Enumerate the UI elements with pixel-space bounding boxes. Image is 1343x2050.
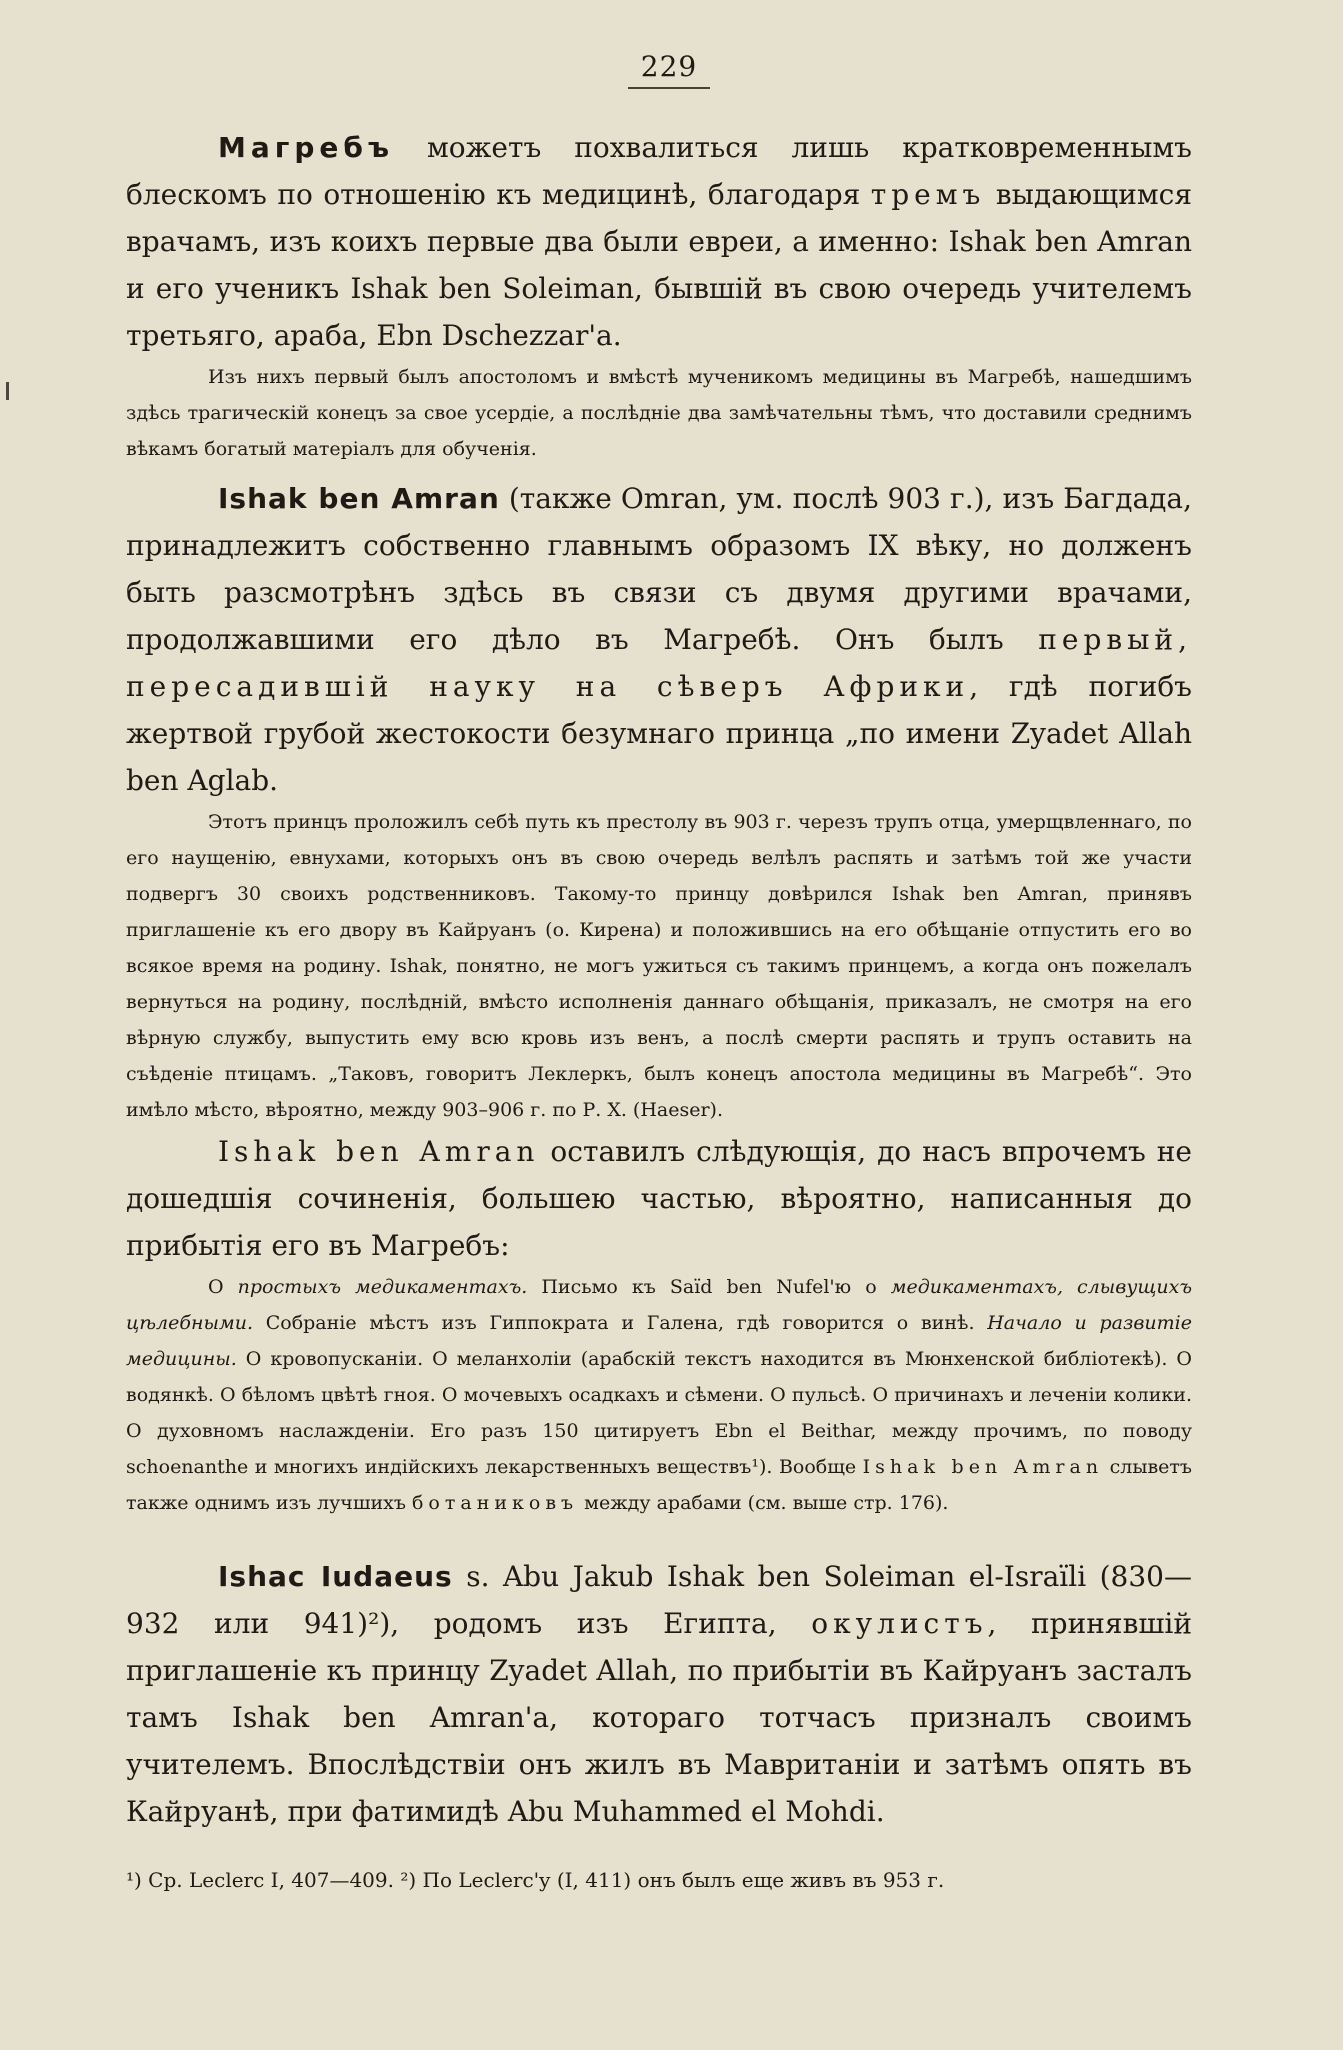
work-title: Начало и развитіе медицины. [126,1312,1192,1370]
works-list [126,1269,1192,1521]
spaced-emphasis: тремъ [870,178,986,211]
spaced-emphasis: окулистъ [811,1607,988,1640]
paragraph-lead: Магребъ [218,131,395,164]
works-text: О [208,1276,238,1298]
paragraph-lead: Ishac Iudaeus [218,1560,453,1593]
page-content [126,124,1192,1897]
paragraph-maghreb [126,124,1192,359]
page-number: 229 [628,50,710,89]
works-text: Письмо къ Saïd ben Nufel'ю о [527,1276,891,1298]
paragraph-tail: выдающимся врачамъ, изъ коихъ первые два были евреи, а именно: Ishak ben Amran и его ученикъ Ishak ben Soleiman, бывшій въ свою очередь учителемъ третьяго, араба, Ebn Dschezzar'a. [126,178,1192,352]
note-paragraph: Изъ нихъ первый былъ апостоломъ и вмѣстѣ мученикомъ медицины въ Магребѣ, нашедшимъ здѣсь трагическій конецъ за свое усердіе, а послѣдніе два замѣчательны тѣмъ, что доставили среднимъ вѣкамъ богатый матеріалъ для обученія. [126,366,1192,460]
paragraph-lead: Ishak ben Amran [218,482,500,515]
paragraph-tail: , гдѣ погибъ жертвой грубой жестокости безумнаго принца „по имени Zyadet Allah ben Aglab. [126,670,1192,797]
paragraph-lead: Ishak ben Amran [218,1135,540,1168]
spaced-emphasis: ботаниковъ [411,1492,579,1514]
works-text: слыветъ также однимъ изъ лучшихъ [126,1456,1192,1514]
footnotes: ¹) Ср. Leclerc I, 407—409. ²) По Leclerc'y (I, 411) онъ былъ еще живъ въ 953 г. [126,1868,945,1892]
paragraph-ishak-amran [126,475,1192,804]
spaced-name: Ishak ben Amran [862,1456,1104,1478]
works-text: между арабами (см. выше стр. 176). [578,1492,949,1514]
paragraph-ishac-iudaeus [126,1553,1192,1835]
works-text: Собраніе мѣстъ изъ Гиппократа и Галена, гдѣ говорится о винѣ. [252,1312,988,1334]
work-title: простыхъ медикаментахъ. [237,1276,528,1298]
spacer [126,467,1192,475]
works-text: О кровопусканіи. О меланхоліи (арабскій текстъ находится въ Мюнхенской библіотекѣ). О водянкѣ. О бѣломъ цвѣтѣ гноя. О мочевыхъ осадкахъ и сѣмени. О пульсѣ. О причинахъ и леченіи колики. О духовномъ наслажденіи. Его разъ 150 цитируетъ Ebn el Beithar, между прочимъ, по поводу schoenanthe и многихъ индійскихъ лекарственныхъ веществъ¹). Вообще [126,1348,1192,1478]
paragraph-body: (также Omran, ум. послѣ 903 г.), изъ Багдада, принадлежитъ собственно главнымъ образомъ IX вѣку, но долженъ быть разсмотрѣнъ здѣсь въ связи съ двумя другими врачами, продолжавшими его дѣло въ Магребѣ. Онъ былъ [126,482,1192,656]
paragraph-body: оставилъ слѣдующія, до насъ впрочемъ не дошедшія сочиненія, большею частью, вѣроятно, написанныя до прибытія его въ Магребъ: [126,1135,1192,1262]
spaced-emphasis: первый, пересадившій науку на сѣверъ Африки [126,623,1192,703]
paragraph-works-intro [126,1128,1192,1269]
work-title: медикаментахъ, слывущихъ цѣлебными. [126,1276,1192,1334]
margin-mark [6,382,9,400]
paragraph-body: s. Abu Jakub Ishak ben Soleiman el-Israïli (830—932 или 941)²), родомъ изъ Египта, [126,1560,1192,1640]
paragraph-tail: , принявшій приглашеніе къ принцу Zyadet Allah, по прибытіи въ Кайруанъ засталъ тамъ Ishak ben Amran'a, котораго тотчасъ призналъ своимъ учителемъ. Впослѣдствіи онъ жилъ въ Мавританіи и затѣмъ опять въ Кайруанѣ, при фатимидѣ Abu Muhammed el Mohdi. [126,1607,1192,1828]
note-paragraph: Этотъ принцъ проложилъ себѣ путь къ престолу въ 903 г. черезъ трупъ отца, умерщвленнаго, по его наущенію, евнухами, которыхъ онъ въ свою очередь велѣлъ распять и затѣмъ той же участи подвергъ 30 своихъ родственниковъ. Такому-то принцу довѣрился Ishak ben Amran, принявъ приглашеніе къ его двору въ Кайруанъ (о. Кирена) и положившись на его обѣщаніе отпустить его во всякое время на родину. Ishak, понятно, не могъ ужиться съ такимъ принцемъ, а когда онъ пожелалъ вернуться на родину, послѣдній, вмѣсто исполненія даннаго обѣщанія, приказалъ, не смотря на его вѣрную службу, выпустить ему всю кровь изъ венъ, а послѣ смерти распять и трупъ оставить на съѣденіе птицамъ. „Таковъ, говоритъ Леклеркъ, былъ конецъ апостола медицины въ Магребѣ“. Это имѣло мѣсто, вѣроятно, между 903–906 г. по Р. Х. (Haeser). [126,811,1192,1121]
paragraph-body: можетъ похвалиться лишь кратковременнымъ блескомъ по отношенію къ медицинѣ, благодаря [126,131,1192,211]
